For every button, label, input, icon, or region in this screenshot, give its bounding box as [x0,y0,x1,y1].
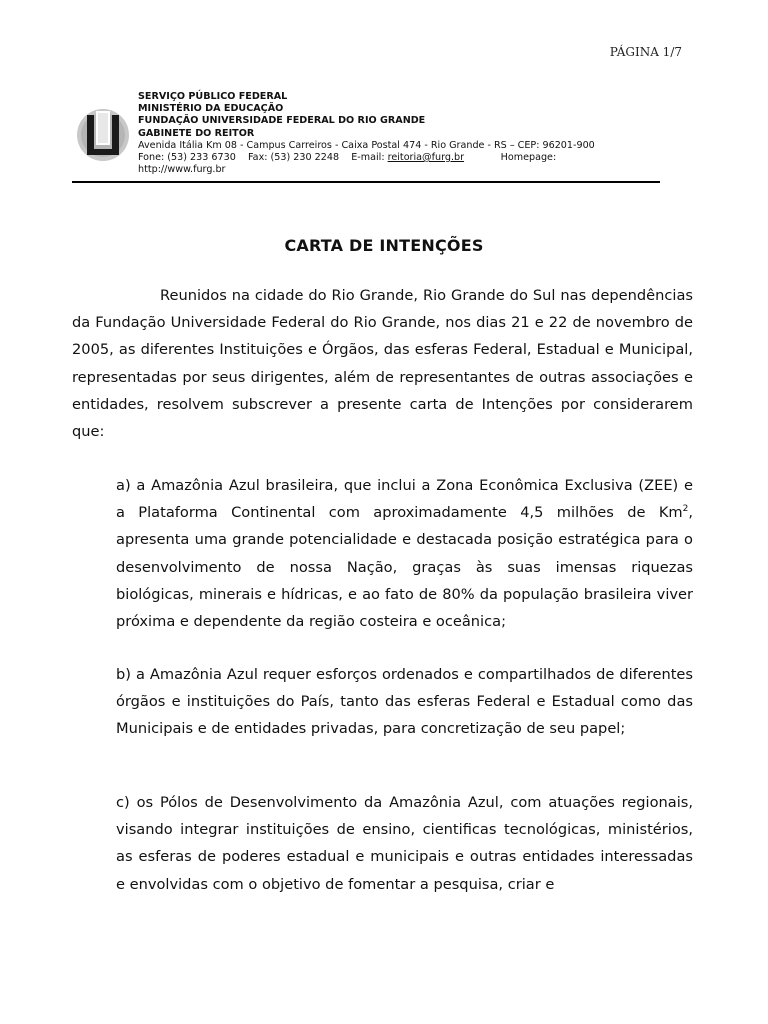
item-a-text-start: a) a Amazônia Azul brasileira, que inclui a Zona Econômica Exclusiva (ZEE) e a Plataforma Continental com aproximadamente 4,5 milhões de Km [116,477,693,522]
item-a-paragraph [116,472,693,635]
intro-paragraph [72,282,693,445]
header-homepage-label: Homepage: [500,152,557,164]
header-homepage: http://www.furg.br [138,164,226,176]
header-email-link[interactable]: reitoria@furg.br [387,152,465,164]
letterhead-text [138,91,658,176]
item-b-paragraph: b) a Amazônia Azul requer esforços ordenados e compartilhados de diferentes órgãos e instituições do País, tanto das esferas Federal e Estadual como das Municipais e de entidades privadas, para concretização de seu papel; [116,666,693,738]
item-a-superscript: 2 [682,504,689,515]
header-line-ministry: MINISTÉRIO DA EDUCAÇÃO [138,103,284,115]
header-contacts [138,152,658,164]
intro-text: Reunidos na cidade do Rio Grande, Rio Grande do Sul nas dependências da Fundação Universidade Federal do Rio Grande, nos dias 21 e 22 de novembro de 2005, as diferentes Instituições e Órgãos, das esferas Federal, Estadual e Municipal, representadas por seus dirigentes, além de representantes de outras associações e entidades, resolvem subscrever a presente carta de Intenções por considerarem que: [72,287,693,441]
header-line-service: SERVIÇO PÚBLICO FEDERAL [138,91,288,102]
header-address: Avenida Itália Km 08 - Campus Carreiros - Caixa Postal 474 - Rio Grande - RS – CEP: 96201-900 [138,139,595,151]
header-line-foundation: FUNDAÇÃO UNIVERSIDADE FEDERAL DO RIO GRANDE [138,115,426,127]
item-a-text-end: , apresenta uma grande potencialidade e destacada posição estratégica para o desenvolvimento de nossa Nação, graças às suas imensas riquezas biológicas, minerais e hídricas, e ao fato de 80% da população brasileira viver próxima e dependente da região costeira e oceânica; [116,504,693,631]
page-number: PÁGINA 1/7 [609,45,682,59]
document-title: CARTA DE INTENÇÕES [284,236,484,255]
header-line-office: GABINETE DO REITOR [138,127,255,139]
header-email-label: E-mail: [351,152,385,164]
header-fax: Fax: (53) 230 2248 [248,152,340,164]
header-phone: Fone: (53) 233 6730 [138,152,236,164]
header-divider [72,181,660,183]
item-c-paragraph: c) os Pólos de Desenvolvimento da Amazônia Azul, com atuações regionais, visando integrar instituições de ensino, cientificas tecnológicas, ministérios, as esferas de poderes estadual e municipais e outras entidades interessadas e envolvidas com o objetivo de fomentar a pesquisa, criar e [116,794,693,893]
university-logo-icon [76,106,130,164]
